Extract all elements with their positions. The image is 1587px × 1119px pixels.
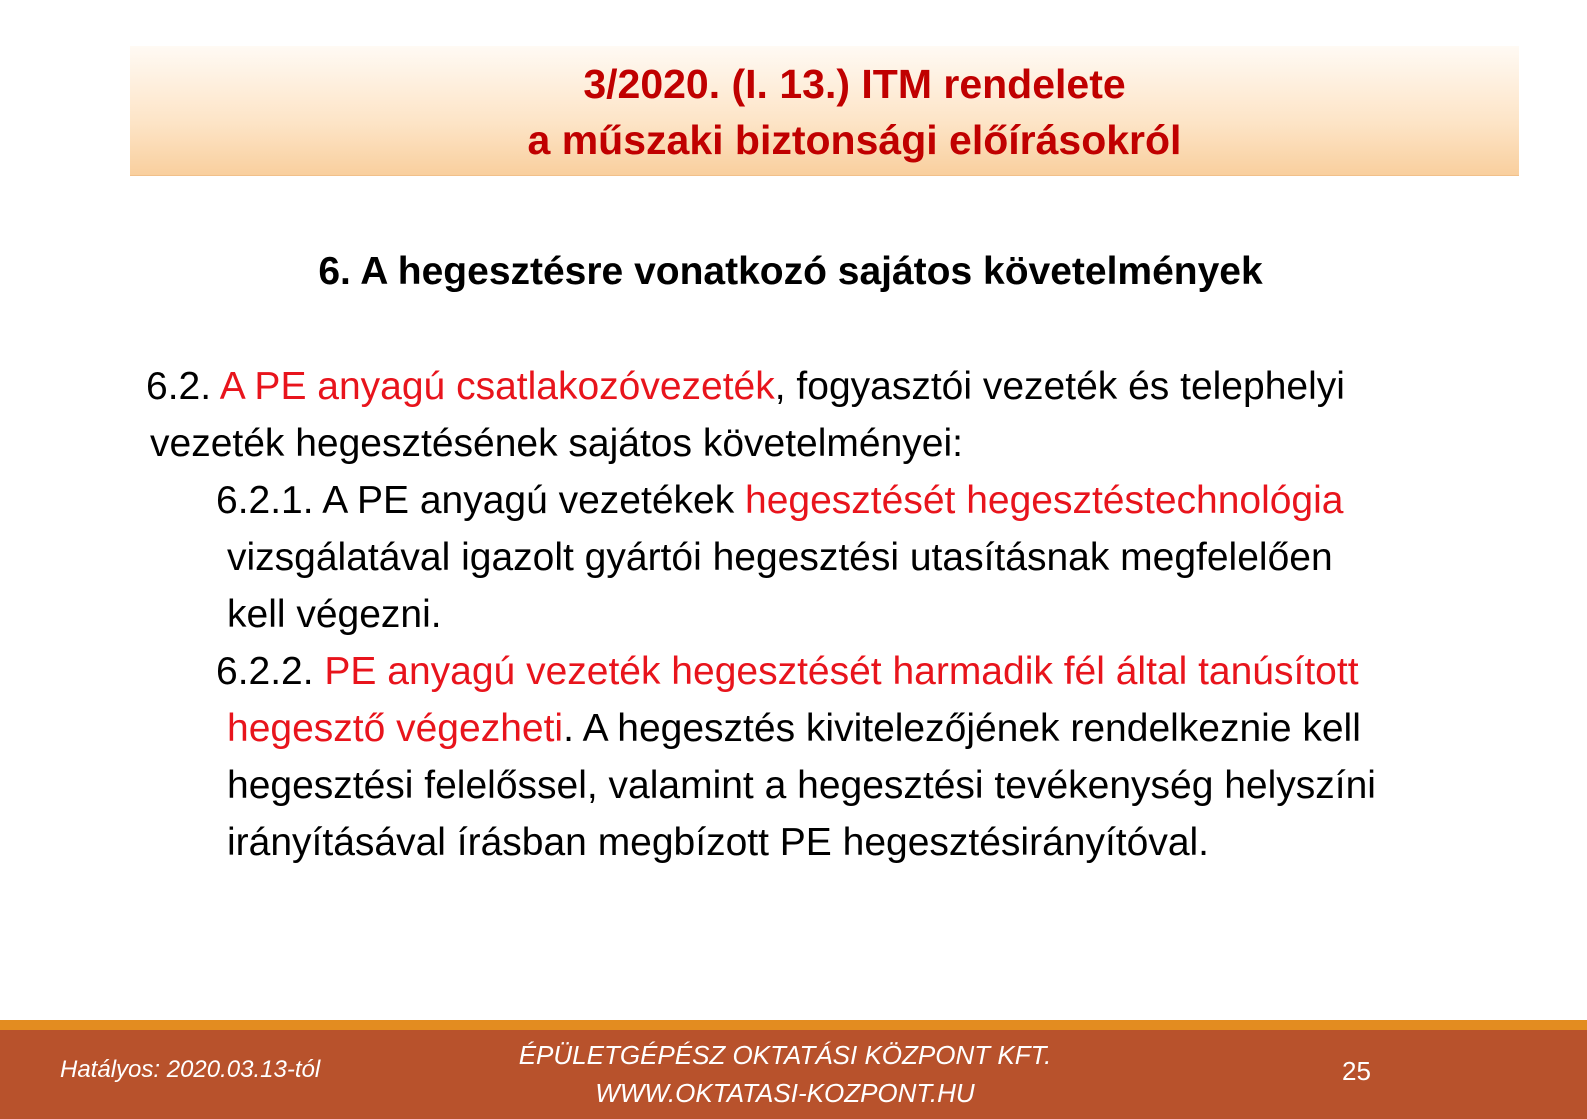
paragraph-6-2-2-line-4 [227, 814, 1209, 871]
paragraph-number: 6.2.2. [216, 650, 325, 693]
paragraph-6-2-1-line-3 [227, 586, 442, 643]
paragraph-text: hegesztési felelőssel, valamint a hegesztési tevékenység helyszíni [227, 764, 1376, 807]
title-line-2: a műszaki biztonsági előírásokról [527, 117, 1182, 163]
paragraph-text: vezeték hegesztésének sajátos követelményei: [150, 422, 963, 465]
paragraph-6-2-1-line-1 [216, 472, 1343, 529]
effective-date: Hatályos: 2020.03.13-tól [60, 1056, 321, 1083]
organization-info [480, 1036, 1090, 1112]
paragraph-number: 6.2.1. [216, 479, 323, 522]
organization-name: ÉPÜLETGÉPÉSZ OKTATÁSI KÖZPONT KFT. [518, 1040, 1052, 1070]
highlight-text: PE anyagú vezeték hegesztését harmadik fél által tanúsított [324, 650, 1359, 693]
paragraph-text: kell végezni. [227, 593, 442, 636]
paragraph-6-2-2-line-1 [216, 643, 1359, 700]
footer-stripe [0, 1020, 1587, 1030]
paragraph-6-2-2-line-3 [227, 757, 1376, 814]
section-heading [0, 250, 1587, 294]
paragraph-6-2-line-1 [146, 358, 1345, 415]
paragraph-text: . A hegesztés kivitelezőjének rendelkeznie kell [563, 707, 1361, 750]
organization-website: WWW.OKTATASI-KOZPONT.HU [595, 1078, 975, 1108]
paragraph-text: irányításával írásban megbízott PE hegesztésirányítóval. [227, 821, 1210, 864]
paragraph-text: A PE anyagú vezetékek [322, 479, 746, 522]
title-line-1: 3/2020. (I. 13.) ITM rendelete [583, 61, 1126, 107]
highlight-text: hegesztését hegesztéstechnológia [745, 479, 1344, 522]
highlight-text: A PE anyagú csatlakozóvezeték [219, 365, 775, 408]
paragraph-6-2-2-line-2 [227, 700, 1361, 757]
paragraph-number: 6.2. [146, 365, 220, 408]
paragraph-6-2-1-line-2 [227, 529, 1333, 586]
footer [0, 1030, 1587, 1119]
title-banner [130, 46, 1519, 176]
page-number: 25 [1342, 1056, 1371, 1086]
highlight-text: hegesztő végezheti [227, 707, 564, 750]
paragraph-6-2-line-2 [150, 415, 963, 472]
section-heading-text: 6. A hegesztésre vonatkozó sajátos követelmények [318, 250, 1263, 293]
paragraph-text: , fogyasztói vezeték és telephelyi [774, 365, 1345, 408]
paragraph-text: vizsgálatával igazolt gyártói hegesztési utasításnak megfelelően [227, 536, 1333, 579]
